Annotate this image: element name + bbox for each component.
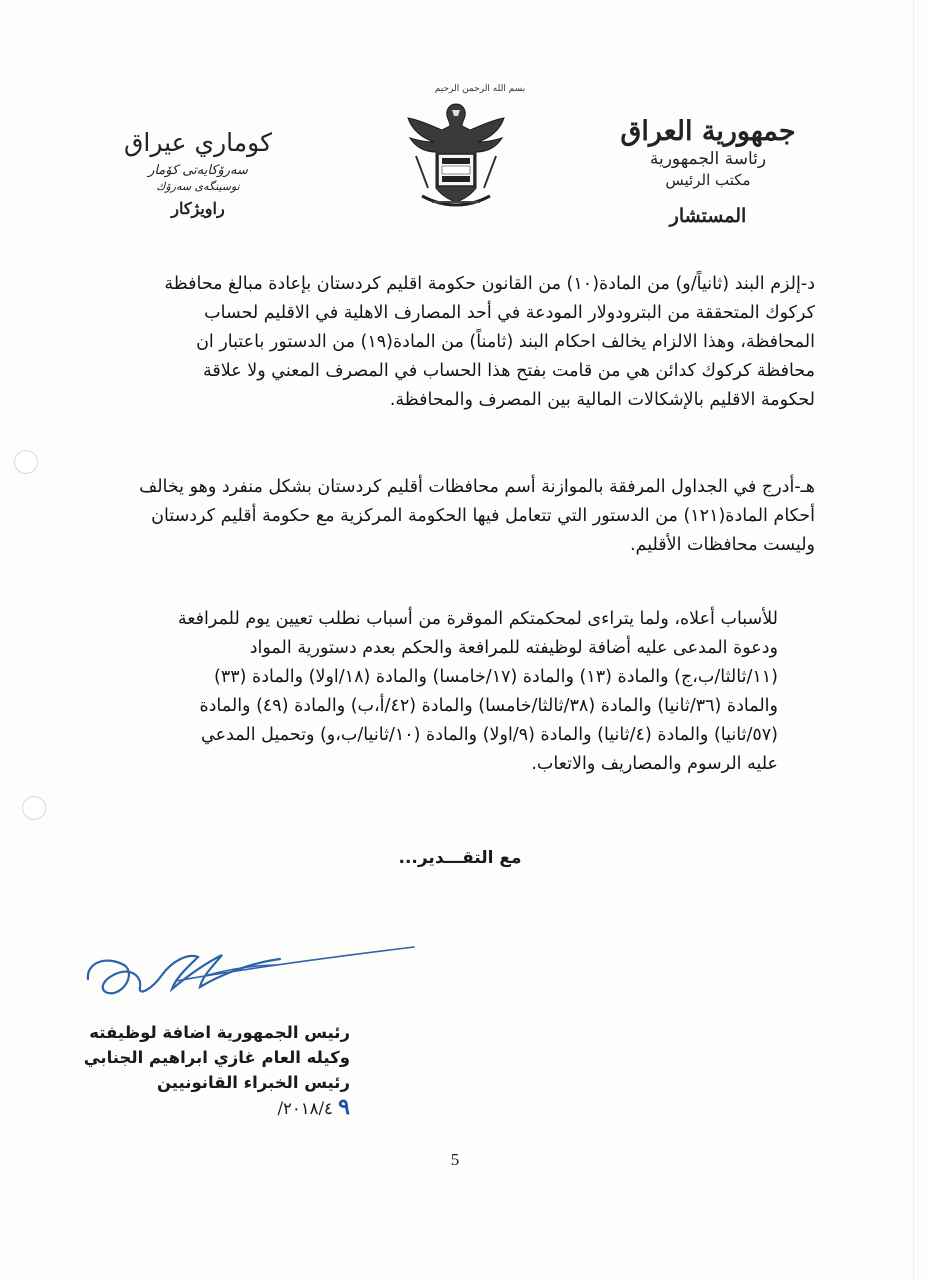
signature-date [70,1095,350,1121]
closing-regards: مع التقـــدير... [398,848,522,868]
handwritten-signature [80,935,420,1005]
letterhead-advisor: المستشار [669,205,747,227]
text-line: أحكام المادة(١٢١) من الدستور التي تتعامل فيها الحكومة المركزية مع حكومة أقليم كردستان [151,506,815,526]
signer-block [70,1020,350,1121]
text-line: كركوك المتحققة من البترودولار المودعة في أحد المصارف الاهلية في الاقليم لحساب [204,303,815,323]
text-line: للأسباب أعلاه، ولما يتراءى لمحكمتكم الموقرة من أسباب نطلب تعيين يوم للمرافعة [177,609,778,629]
text-line: (١١/ثالثا/ب،ج) والمادة (١٣) والمادة (١٧/خامسا) والمادة (١٨/اولا) والمادة (٣٣) [214,667,778,687]
page-number: 5 [450,1150,460,1169]
signer-name: وكيله العام غازي ابراهيم الجنابي [83,1048,350,1067]
text-line: لحكومة الاقليم بالإشكالات المالية بين المصرف والمحافظة. [389,390,815,410]
text-line: عليه الرسوم والمصاريف والاتعاب. [531,754,778,774]
letterhead-arabic [598,116,818,227]
text-line: ودعوة المدعى عليه أضافة لوظيفته للمرافعة والحكم بعدم دستورية المواد [249,638,778,658]
text-line: وليست محافظات الأقليم. [629,535,815,555]
date-day-handwritten: ٩ [338,1094,350,1120]
paper-edge [913,0,914,1280]
letterhead-presidency-kurdish: سەرۆكايەتى كۆمار [148,163,248,178]
date-prefix: ٢٠١٨/٤/ [277,1099,333,1118]
letterhead-country: جمهورية العراق [620,116,796,147]
punch-hole [22,796,46,820]
letterhead-country-kurdish: كوماري عيراق [123,128,272,157]
paragraph-h [75,473,815,560]
letterhead-office-kurdish: نوسينگەى سەرۆك [156,180,240,193]
letterhead-office: مكتب الرئيس [665,171,751,189]
paragraph-d [75,270,815,415]
signer-role: رئيس الخبراء القانونيين [156,1073,350,1092]
letterhead-kurdish [88,128,308,218]
text-line: محافظة كركوك كدائن هي من قامت بفتح هذا الحساب في المصرف المعني ولا علاقة [203,361,815,381]
text-line: د-إلزم البند (ثانياً/و) من المادة(١٠) من القانون حكومة اقليم كردستان بإعادة مبالغ محافظة [164,274,815,294]
text-line: (٥٧/ثانيا) والمادة (٤/ثانيا) والمادة (٩/اولا) والمادة (١٠/ثانيا/ب،و) وتحميل المدعي [201,725,778,745]
letterhead-advisor-kurdish: راويژكار [171,199,225,218]
text-line: والمادة (٣٦/ثانيا) والمادة (٣٨/ثالثا/خامسا) والمادة (٤٢/أ،ب) والمادة (٤٩) والمادة [199,696,778,716]
text-line: المحافظة، وهذا الالزام يخالف احكام البند (ثامناً) من المادة(١٩) من الدستور باعتبار ان [196,332,815,352]
paragraph-conclusion [66,605,778,779]
text-line: هـ-أدرج في الجداول المرفقة بالموازنة أسم محافظات أقليم كردستان بشكل منفرد وهو يخالف [139,477,815,497]
punch-hole [14,450,38,474]
iraq-coat-of-arms-eagle-icon [402,96,510,214]
basmala: بسم الله الرحمن الرحيم [434,84,526,94]
signer-title: رئيس الجمهورية اضافة لوظيفته [89,1023,350,1042]
letterhead-presidency: رئاسة الجمهورية [649,149,767,169]
